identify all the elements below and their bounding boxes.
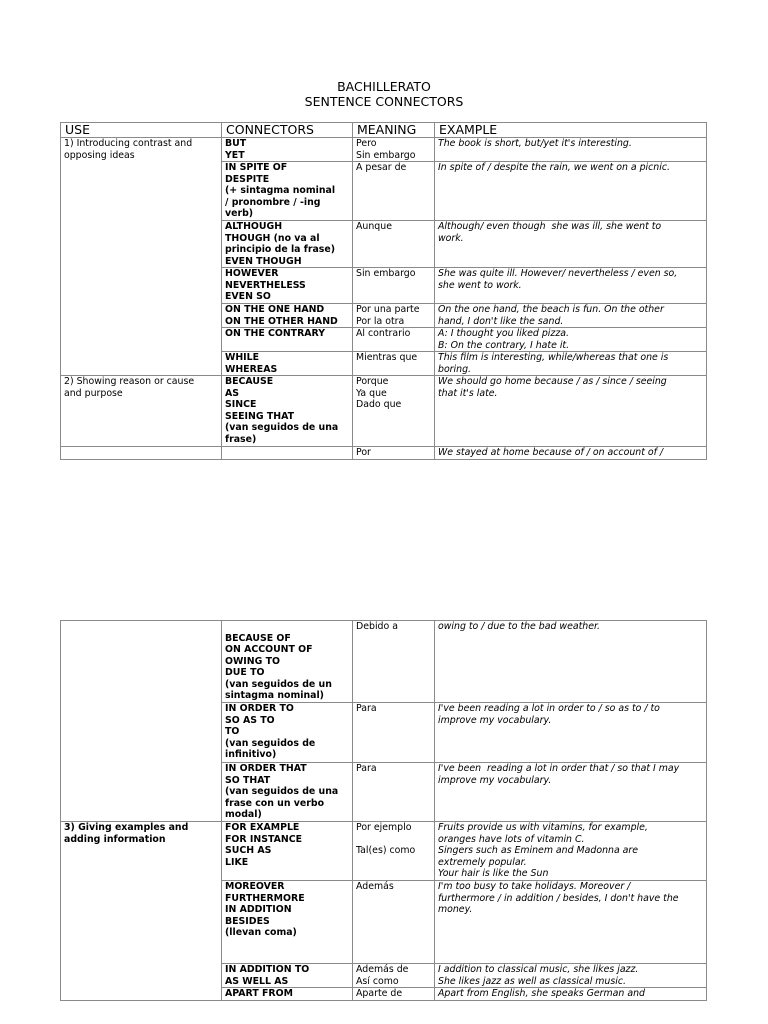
connectors-cell-line: BECAUSE xyxy=(225,376,274,387)
meaning-cell xyxy=(353,328,435,352)
meaning-cell xyxy=(353,988,435,1001)
connectors-cell-line: ON THE CONTRARY xyxy=(225,328,326,339)
connectors-cell xyxy=(222,964,353,988)
connectors-cell xyxy=(222,881,353,964)
table-row xyxy=(61,447,707,460)
connectors-cell-line: infinitivo) xyxy=(225,749,277,760)
use-cell xyxy=(61,138,222,376)
connectors-cell-line: FURTHERMORE xyxy=(225,892,305,904)
example-cell-line: oranges have lots of vitamin C. xyxy=(438,833,585,845)
example-cell-line: We stayed at home because of / on account of / xyxy=(438,447,664,458)
meaning-cell-line: Para xyxy=(356,763,377,774)
connectors-cell-line: (+ sintagma nominal xyxy=(225,185,336,196)
use-cell-line: 2) Showing reason or cause xyxy=(64,376,195,387)
connectors-cell-line: frase) xyxy=(225,433,257,445)
meaning-cell-line: Al contrario xyxy=(356,328,411,339)
connectors-table-part-1 xyxy=(60,122,707,460)
example-cell-line: We should go home because / as / since / seeing xyxy=(438,376,667,387)
meaning-cell-line: Sin embargo xyxy=(356,149,416,161)
example-cell-line: Fruits provide us with vitamins, for example, xyxy=(438,822,648,833)
connectors-cell-line: frase con un verbo xyxy=(225,797,325,809)
example-cell-line: furthermore / in addition / besides, I don't have the xyxy=(438,892,679,904)
table-row xyxy=(61,376,707,447)
connectors-cell-line: (van seguidos de una xyxy=(225,786,339,797)
example-cell-line: I've been reading a lot in order to / so as to / to xyxy=(438,703,660,714)
example-cell xyxy=(435,162,707,221)
connectors-cell-line: IN ADDITION xyxy=(225,904,292,915)
connectors-cell-line: WHEREAS xyxy=(225,363,278,375)
example-cell xyxy=(435,352,707,376)
meaning-cell-line: Aunque xyxy=(356,221,392,232)
meaning-cell-line: Por xyxy=(356,447,371,458)
connectors-cell-line: EVEN THOUGH xyxy=(225,255,302,267)
meaning-cell xyxy=(353,964,435,988)
header-meaning: MEANING xyxy=(353,123,435,138)
connectors-cell-line: OWING TO xyxy=(225,655,280,667)
header-example: EXAMPLE xyxy=(435,123,707,138)
connectors-cell-line: FOR INSTANCE xyxy=(225,833,302,845)
connectors-cell-line: EVEN SO xyxy=(225,291,271,302)
connectors-cell-line: YET xyxy=(225,149,245,161)
connectors-cell-line: modal) xyxy=(225,809,262,820)
example-cell-line: boring. xyxy=(438,363,472,375)
example-cell xyxy=(435,376,707,447)
connectors-cell xyxy=(222,376,353,447)
connectors-cell xyxy=(222,988,353,1001)
meaning-cell xyxy=(353,352,435,376)
table-row xyxy=(61,621,707,703)
meaning-cell-line: Por ejemplo xyxy=(356,822,412,833)
connectors-cell-line: WHILE xyxy=(225,352,260,363)
connectors-cell xyxy=(222,138,353,162)
meaning-cell-line: Sin embargo xyxy=(356,268,416,279)
meaning-cell-line: Mientras que xyxy=(356,352,418,363)
use-cell-line: and purpose xyxy=(64,387,123,399)
connectors-cell-line: AS xyxy=(225,387,240,399)
connectors-cell-line: DESPITE xyxy=(225,173,270,185)
example-cell-line: The book is short, but/yet it's interesting. xyxy=(438,138,632,149)
example-cell-line: In spite of / despite the rain, we went on a picnic. xyxy=(438,162,670,173)
connectors-cell-line: LIKE xyxy=(225,856,249,868)
connectors-cell-line: THOUGH (no va al xyxy=(225,232,320,244)
use-cell xyxy=(61,447,222,460)
meaning-cell xyxy=(353,162,435,221)
example-cell xyxy=(435,881,707,964)
meaning-cell xyxy=(353,376,435,447)
example-cell-line: I've been reading a lot in order that / so that I may xyxy=(438,763,680,774)
connectors-cell-line: principio de la frase) xyxy=(225,244,336,255)
example-cell xyxy=(435,763,707,822)
example-cell-line: On the one hand, the beach is fun. On the other xyxy=(438,304,664,315)
example-cell-line: she went to work. xyxy=(438,279,522,291)
meaning-cell-line: Pero xyxy=(356,138,377,149)
table-row xyxy=(61,822,707,881)
meaning-cell-line: Además xyxy=(356,881,394,892)
use-cell-line: opposing ideas xyxy=(64,149,135,161)
connectors-cell-line: MOREOVER xyxy=(225,881,285,892)
use-cell xyxy=(61,822,222,1001)
connectors-cell-line: IN SPITE OF xyxy=(225,162,288,173)
example-cell-line: I addition to classical music, she likes jazz. xyxy=(438,964,639,975)
connectors-cell-line: IN ORDER THAT xyxy=(225,763,307,774)
connectors-cell-line: AS WELL AS xyxy=(225,975,289,987)
example-cell xyxy=(435,988,707,1001)
header-row xyxy=(61,123,707,138)
connectors-table-part-2 xyxy=(60,620,707,1001)
example-cell xyxy=(435,964,707,988)
example-cell xyxy=(435,268,707,304)
connectors-cell xyxy=(222,822,353,881)
example-cell-line: Apart from English, she speaks German and xyxy=(438,988,645,999)
table-row xyxy=(61,138,707,162)
meaning-cell xyxy=(353,881,435,964)
meaning-cell-line: Porque xyxy=(356,376,389,387)
meaning-cell xyxy=(353,221,435,268)
connectors-cell-line: TO xyxy=(225,726,240,737)
connectors-cell-line: APART FROM xyxy=(225,988,293,999)
meaning-cell-line: Tal(es) como xyxy=(356,845,416,856)
meaning-cell-line xyxy=(356,834,431,846)
meaning-cell-line: Además de xyxy=(356,964,409,975)
example-cell-line: owing to / due to the bad weather. xyxy=(438,621,600,632)
example-cell xyxy=(435,221,707,268)
example-cell-line: that it's late. xyxy=(438,387,498,399)
connectors-cell xyxy=(222,304,353,328)
connectors-cell xyxy=(222,352,353,376)
connectors-cell-line: BUT xyxy=(225,138,247,149)
use-cell-line: 1) Introducing contrast and xyxy=(64,138,193,149)
example-cell-line: Singers such as Eminem and Madonna are xyxy=(438,845,639,856)
connectors-cell-line: ALTHOUGH xyxy=(225,221,283,232)
connectors-cell-line: (van seguidos de xyxy=(225,737,316,749)
connectors-cell-line: IN ADDITION TO xyxy=(225,964,310,975)
meaning-cell-line: Por una parte xyxy=(356,304,420,315)
document-title xyxy=(0,79,768,109)
use-cell xyxy=(61,621,222,822)
meaning-cell-line: Para xyxy=(356,703,377,714)
title-line-2: SENTENCE CONNECTORS xyxy=(304,94,464,109)
connectors-cell-line: / pronombre / -ing xyxy=(225,196,321,208)
connectors-cell xyxy=(222,268,353,304)
header-use: USE xyxy=(61,123,222,138)
connectors-cell-line: SINCE xyxy=(225,399,257,410)
example-cell-line: B: On the contrary, I hate it. xyxy=(438,339,570,351)
connectors-cell-line: BESIDES xyxy=(225,915,270,927)
title-line-1: BACHILLERATO xyxy=(337,79,431,94)
use-cell-line: adding information xyxy=(64,833,166,845)
connectors-cell xyxy=(222,703,353,763)
example-cell-line: hand, I don't like the sand. xyxy=(438,315,564,327)
example-cell xyxy=(435,447,707,460)
connectors-cell-line: SO THAT xyxy=(225,774,271,786)
connectors-cell-line xyxy=(225,621,349,633)
example-cell-line: work. xyxy=(438,232,464,244)
example-cell xyxy=(435,703,707,763)
connectors-cell-line: ON ACCOUNT OF xyxy=(225,644,313,655)
connectors-cell-line: HOWEVER xyxy=(225,268,279,279)
meaning-cell xyxy=(353,138,435,162)
example-cell-line: money. xyxy=(438,904,473,915)
meaning-cell-line: Por la otra xyxy=(356,315,405,327)
connectors-cell-line: SUCH AS xyxy=(225,845,272,856)
connectors-cell-line: NEVERTHELESS xyxy=(225,279,306,291)
meaning-cell-line: Debido a xyxy=(356,621,398,632)
connectors-cell-line: SEEING THAT xyxy=(225,410,295,422)
meaning-cell xyxy=(353,822,435,881)
example-cell-line: This film is interesting, while/whereas that one is xyxy=(438,352,669,363)
connectors-cell xyxy=(222,621,353,703)
connectors-cell-line: (llevan coma) xyxy=(225,927,297,938)
connectors-cell-line: (van seguidos de un xyxy=(225,678,332,690)
connectors-cell-line: BECAUSE OF xyxy=(225,632,291,644)
example-cell xyxy=(435,822,707,881)
connectors-cell-line: sintagma nominal) xyxy=(225,690,324,701)
example-cell-line: extremely popular. xyxy=(438,856,527,868)
connectors-cell-line: ON THE OTHER HAND xyxy=(225,315,338,327)
example-cell-line: She likes jazz as well as classical music. xyxy=(438,975,626,987)
connectors-cell-line: FOR EXAMPLE xyxy=(225,822,300,833)
connectors-cell xyxy=(222,328,353,352)
connectors-cell-line: verb) xyxy=(225,208,254,219)
example-cell xyxy=(435,304,707,328)
example-cell xyxy=(435,138,707,162)
example-cell-line: improve my vocabulary. xyxy=(438,774,552,786)
example-cell xyxy=(435,621,707,703)
connectors-cell-line: ON THE ONE HAND xyxy=(225,304,325,315)
example-cell-line: Although/ even though she was ill, she went to xyxy=(438,221,662,232)
meaning-cell-line: Así como xyxy=(356,975,399,987)
example-cell xyxy=(435,328,707,352)
meaning-cell xyxy=(353,703,435,763)
example-cell-line: A: I thought you liked pizza. xyxy=(438,328,569,339)
connectors-cell xyxy=(222,763,353,822)
example-cell-line: improve my vocabulary. xyxy=(438,714,552,726)
connectors-cell xyxy=(222,162,353,221)
example-cell-line: She was quite ill. However/ nevertheless / even so, xyxy=(438,268,678,279)
header-connectors: CONNECTORS xyxy=(222,123,353,138)
connectors-cell-line: SO AS TO xyxy=(225,714,275,726)
meaning-cell xyxy=(353,268,435,304)
connectors-cell xyxy=(222,447,353,460)
example-cell-line: I'm too busy to take holidays. Moreover / xyxy=(438,881,631,892)
connectors-cell xyxy=(222,221,353,268)
meaning-cell xyxy=(353,447,435,460)
use-cell-line: 3) Giving examples and xyxy=(64,822,189,833)
use-cell xyxy=(61,376,222,447)
example-cell-line: Your hair is like the Sun xyxy=(438,868,549,879)
connectors-cell-line: DUE TO xyxy=(225,667,265,678)
meaning-cell-line: Aparte de xyxy=(356,988,403,999)
connectors-cell-line: (van seguidos de una xyxy=(225,422,339,433)
meaning-cell-line: A pesar de xyxy=(356,162,407,173)
meaning-cell-line: Ya que xyxy=(356,387,387,399)
meaning-cell xyxy=(353,763,435,822)
meaning-cell xyxy=(353,304,435,328)
connectors-cell-line: IN ORDER TO xyxy=(225,703,294,714)
meaning-cell-line: Dado que xyxy=(356,399,402,410)
meaning-cell xyxy=(353,621,435,703)
